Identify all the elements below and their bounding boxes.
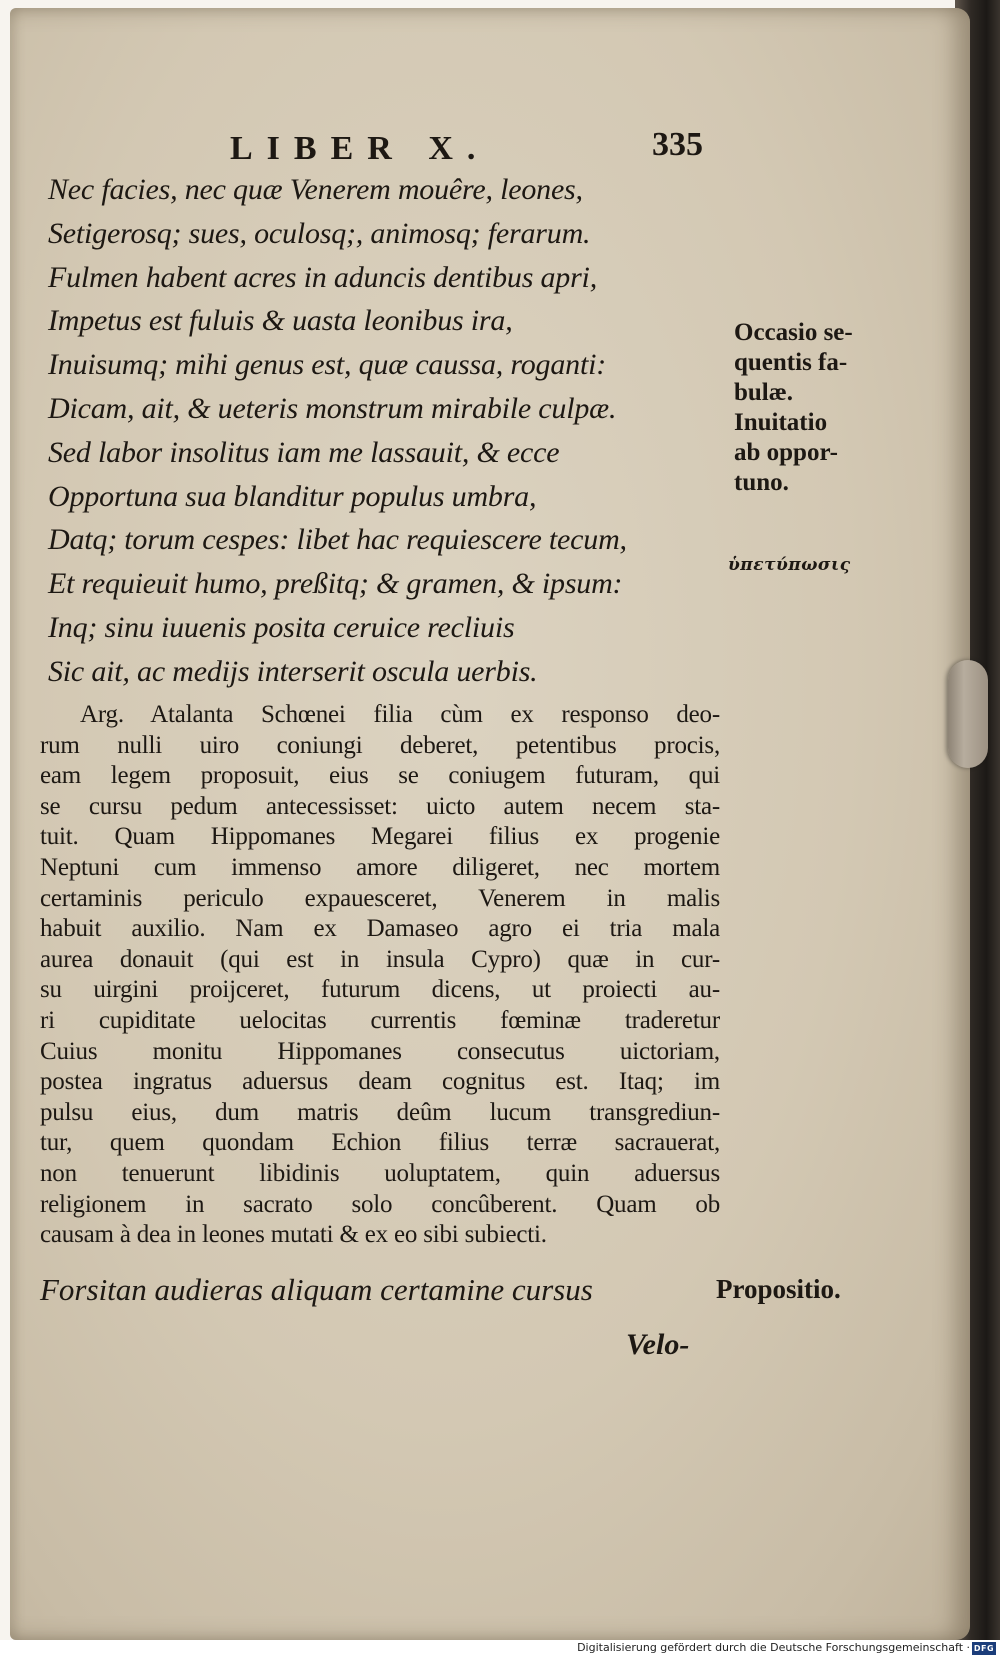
verse-line: Inuisumq; mihi genus est, quæ caussa, roganti: [48,348,607,382]
verse-line: Inq; sinu iuuenis posita ceruice recliuis [48,610,515,644]
argument-line: habuit auxilio. Nam ex Damaseo agro ei tria mala [40,915,720,943]
marginal-propositio: Propositio. [716,1274,841,1304]
page-clip [948,660,988,768]
argument-line: eam legem proposuit, eius se coniugem futuram, qui [40,762,720,790]
marginal-note-line: Inuitatio [734,409,828,436]
verse-line: Opportuna sua blanditur populus umbra, [48,479,537,513]
argument-line: causam à dea in leones mutati & ex eo sibi subiecti. [40,1221,547,1249]
argument-line: postea ingratus aduersus deam cognitus est. Itaq; im [40,1068,720,1096]
argument-line: tur, quem quondam Echion filius terræ sacrauerat, [40,1129,720,1157]
verse-line: Setigerosq; sues, oculosq;, animosq; ferarum. [48,216,591,250]
verse-line: Nec facies, nec quæ Venerem mouêre, leones, [48,173,583,206]
verse-line: Sic ait, ac medijs interserit oscula uerbis. [48,654,538,688]
argument-line: Neptuni cum immenso amore diligeret, nec mortem [40,853,720,881]
marginal-note-line: quentis fa- [734,349,848,376]
running-head: LIBER X. [230,130,490,167]
marginal-note [734,318,884,498]
argument-line: pulsu eius, dum matris deûm lucum transgrediun- [40,1098,720,1126]
argument-line: religionem in sacrato solo concûberent. Quam ob [40,1190,720,1218]
page-number: 335 [652,126,703,163]
verse-line: Datq; torum cespes: libet hac requiescere tecum, [48,523,627,557]
marginal-note-line: ab oppor- [734,439,838,466]
dfg-logo: DFG [973,1644,995,1653]
argument-paragraph [40,700,720,1251]
verse-line: Fulmen habent acres in aduncis dentibus apri, [48,260,597,294]
argument-line: certaminis periculo expauesceret, Venerem in malis [40,884,720,912]
argument-line: su uirgini proijceret, futurum dicens, ut proiecti au- [40,976,720,1004]
verse-passage-upper [48,168,708,694]
verse-line: Et requieuit humo, preßitq; & gramen, & ipsum: [48,567,623,601]
marginal-note-line: tuno. [734,469,789,496]
argument-line: ri cupiditate uelocitas currentis fœminæ traderetur [40,1006,720,1034]
argument-line: tuit. Quam Hippomanes Megarei filius ex progenie [40,823,720,851]
marginal-note-line: Occasio se- [734,319,853,346]
catchword: Velo- [626,1328,690,1361]
argument-line: se cursu pedum antecessisset: uicto autem necem sta- [40,792,720,820]
verse-line: Dicam, ait, & ueteris monstrum mirabile culpæ. [48,391,617,425]
digitization-credit: Digitalisierung gefördert durch die Deutsche Forschungsgemeinschaft · [577,1641,970,1654]
argument-line: aurea donauit (qui est in insula Cypro) quæ in cur- [40,945,720,973]
verse-line-final: Forsitan audieras aliquam certamine cursus [40,1272,593,1307]
verse-line: Sed labor insolitus iam me lassauit, & ecce [48,435,560,469]
argument-line: non tenuerunt libidinis uoluptatem, quin aduersus [40,1159,720,1187]
verse-line: Impetus est fuluis & uasta leonibus ira, [48,304,513,338]
argument-line: rum nulli uiro coniungi deberet, petentibus procis, [40,731,720,759]
marginal-greek-note: ὑπετύπωσις [728,555,851,575]
argument-line: Cuius monitu Hippomanes consecutus uictoriam, [40,1037,720,1065]
argument-line: Arg. Atalanta Schœnei filia cùm ex responso deo- [80,701,720,728]
marginal-note-line: bulæ. [734,379,794,406]
